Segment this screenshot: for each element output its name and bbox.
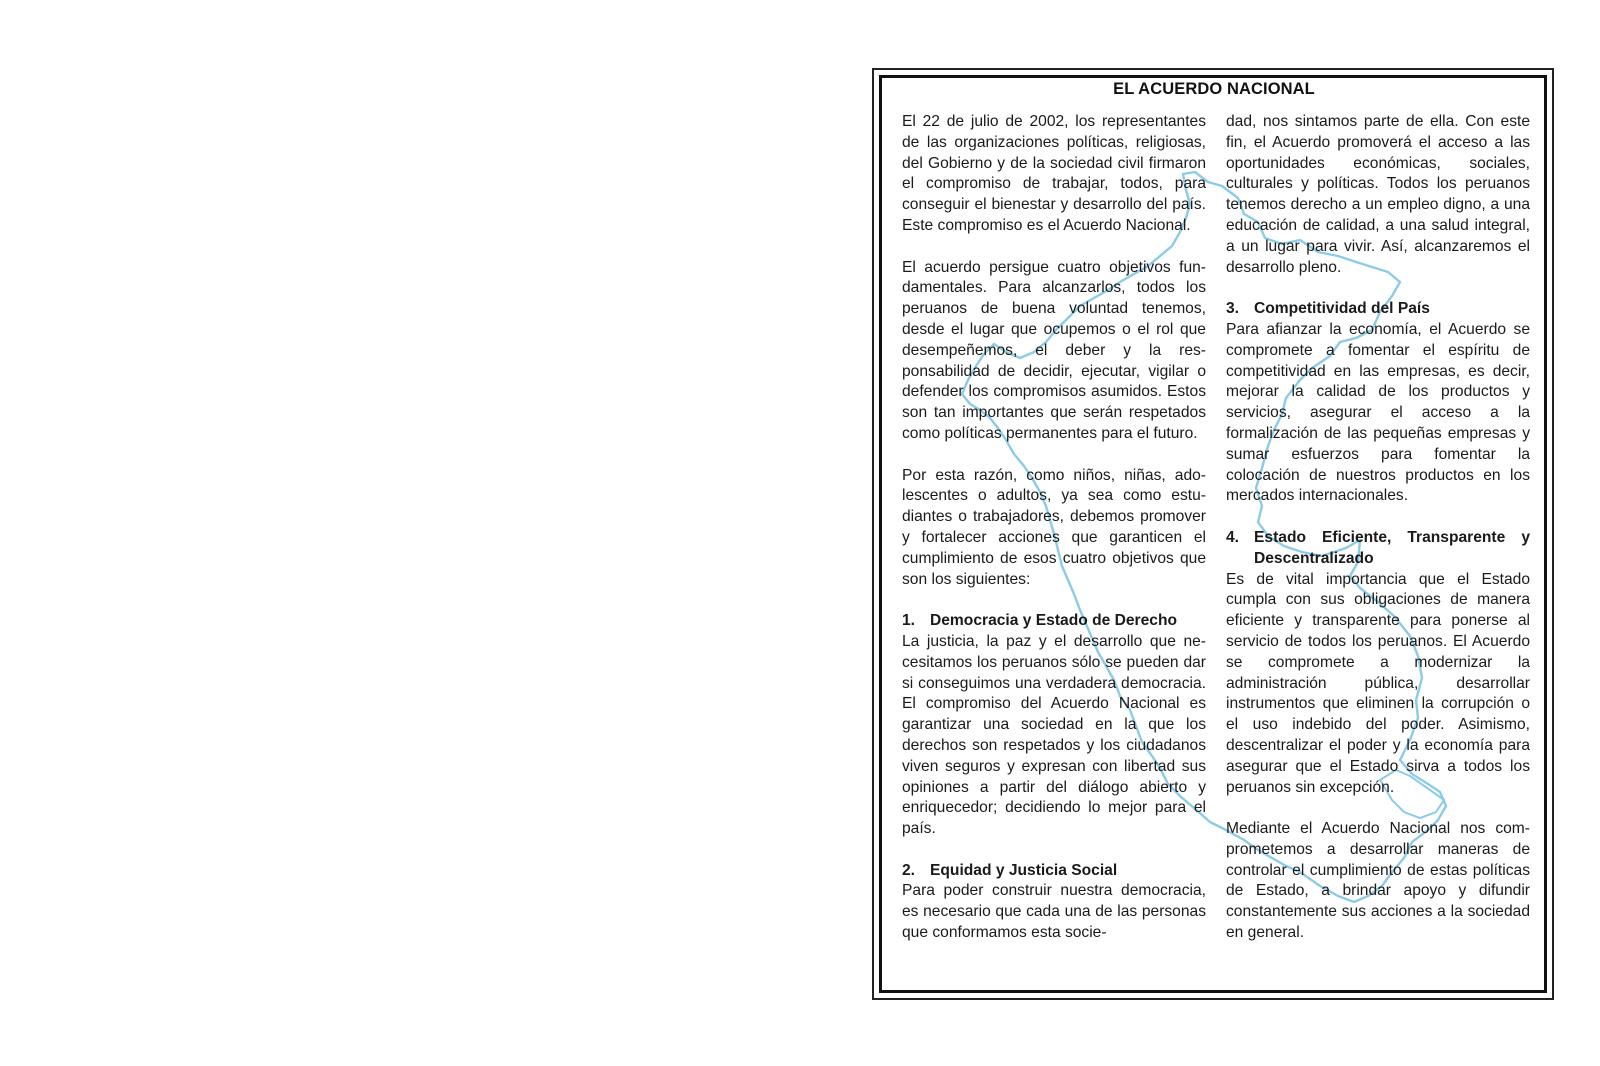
- heading-number: 3.: [1226, 300, 1240, 318]
- heading-democracia: [902, 611, 1206, 632]
- paragraph-equidad: Para poder construir nuestra democracia, es necesario que cada una de las personas que conformamos esta socie-: [902, 882, 1206, 942]
- heading-text: Equidad y Justicia Social: [930, 861, 1118, 879]
- paragraph-democracia: La justicia, la paz y el desarrollo que necesitamos los peruanos sólo se pueden dar si conseguimos una verdadera democracia. El compromiso del Acuerdo Nacional es garantizar una sociedad en la que los derechos son respetados y los ciudadanos viven seguros y expresan con libertad sus opiniones a partir del diálogo abierto y enriquecedor; decidiendo lo mejor para el país.: [902, 632, 1206, 838]
- document-title: EL ACUERDO NACIONAL: [1113, 80, 1315, 98]
- paragraph-objectives: El acuerdo persigue cuatro objetivos fundamentales. Para alcanzarlos, todos los peruanos de buena voluntad tenemos, desde el lugar que ocupemos o el rol que desempeñemos, el deber y la responsabilidad de decidir, ejecutar, vigilar o defender los compromisos asumidos. Estos son tan importantes que serán respetados como políticas permanentes para el futuro.: [902, 258, 1206, 442]
- heading-competitividad: [1226, 299, 1530, 320]
- heading-number: 2.: [902, 861, 916, 879]
- paragraph-conclusion: Mediante el Acuerdo Nacional nos comprometemos a desarrollar maneras de controlar el cumplimiento de estas políticas de Estado, a brindar apoyo y difundir constantemente sus acciones a la sociedad en general.: [1226, 820, 1530, 942]
- heading-text: Competitividad del País: [1254, 300, 1430, 318]
- paragraph-equidad-cont: dad, nos sintamos parte de ella. Con este fin, el Acuerdo promoverá el acceso a las oportunidades económicas, sociales, culturales y políticas. Todos los peruanos tenemos derecho a un empleo digno, a una educación de calidad, a una salud integral, a un lugar para vivir. Así, alcanzaremos el desarrollo pleno.: [1226, 113, 1530, 276]
- heading-text: Estado Eficiente, Transparente y Descentralizado: [1254, 528, 1530, 567]
- paragraph-call-to-action: Por esta razón, como niños, niñas, adolescentes o adultos, ya sea como estudiantes o trabajadores, debemos promover y fortalecer acciones que garanticen el cumplimiento de esos cuatro objetivos que son los siguientes:: [902, 466, 1206, 588]
- paragraph-intro: El 22 de julio de 2002, los representantes de las organizaciones políticas, religiosas, del Gobierno y de la sociedad civil firmaron el compromiso de trabajar, todos, para conseguir el bienestar y desarrollo del país. Este compromiso es el Acuerdo Nacional.: [902, 113, 1206, 234]
- heading-number: 4.: [1226, 528, 1240, 546]
- right-column: [1226, 112, 1530, 944]
- heading-number: 1.: [902, 612, 916, 630]
- heading-equidad: [902, 861, 1206, 882]
- left-column: [902, 112, 1206, 944]
- paragraph-competitividad: Para afianzar la economía, el Acuerdo se compromete a fomentar el espíritu de competitividad en las empresas, es decir, mejorar la calidad de los productos y servicios, asegurar el acceso a la formalización de las pequeñas empresas y sumar esfuerzos para fomentar la colocación de nuestros productos en los mercados internacionales.: [1226, 320, 1530, 505]
- paragraph-estado: Es de vital importancia que el Estado cumpla con sus obligaciones de manera eficiente y transparente para ponerse al servicio de todos los peruanos. El Acuerdo se compromete a modernizar la administración pública, desarrollar instrumentos que eliminen la corrupción o el uso indebido del poder. Asimismo, descentralizar el poder y la economía para asegurar que el Estado sirva a todos los peruanos sin excepción.: [1226, 570, 1530, 796]
- heading-estado: [1226, 528, 1530, 570]
- heading-text: Democracia y Estado de Derecho: [930, 612, 1178, 630]
